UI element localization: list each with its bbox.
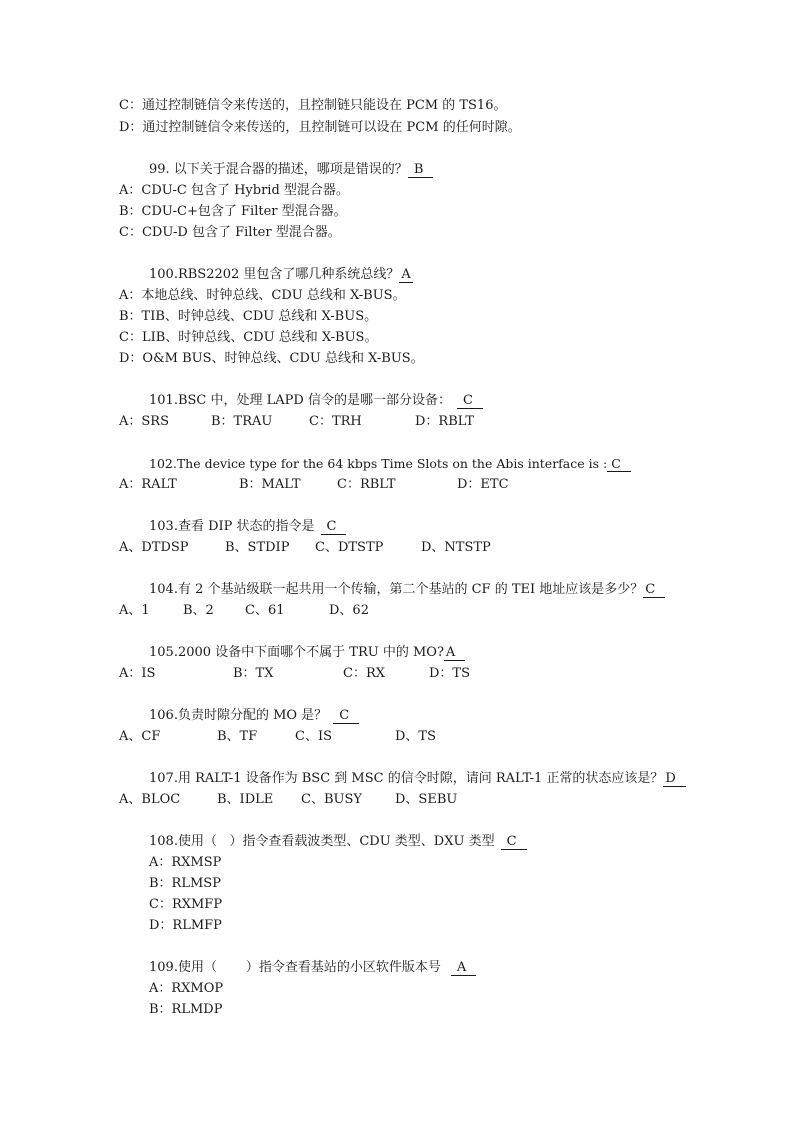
q106-text: 106.负责时隙分配的 MO 是？ [149,708,328,723]
q106-answer: C [333,709,359,724]
q105-question [149,645,465,661]
q105-options [119,666,719,682]
q99-option-c: C：CDU-D 包含了 Filter 型混合器。 [119,225,341,240]
q99-option-a: A：CDU-C 包含了 Hybrid 型混合器。 [119,183,349,198]
q103-options [119,540,719,556]
q105-text: 105.2000 设备中下面哪个不属于 TRU 中的 MO? [149,645,444,660]
q100-text: 100.RBS2202 里包含了哪几种系统总线？ [149,267,400,282]
q99-question [149,162,433,178]
q101-option-b: B：TRAU [211,414,273,429]
q100-option-b: B：TIB、时钟总线、CDU 总线和 X-BUS。 [119,309,378,324]
q103-option-d: D、NTSTP [421,540,491,555]
q101-option-a: A：SRS [119,414,169,429]
q104-answer: C [643,583,665,598]
q101-question [149,393,483,409]
q108-answer: C [501,835,527,850]
q106-question [149,708,359,724]
q105-answer: A [444,646,465,661]
q107-option-a: A、BLOC [119,792,181,807]
q107-options [119,792,719,808]
q99-option-b: B：CDU-C+包含了 Filter 型混合器。 [119,204,347,219]
q103-option-a: A、DTDSP [119,540,189,555]
q104-option-a: A、1 [119,603,150,618]
q108-text: 108.使用（ ）指令查看载波类型、CDU 类型、DXU 类型 [149,834,495,849]
q105-option-c: C：RX [343,666,385,681]
q109-option-a: A：RXMOP [149,981,224,996]
q104-options [119,603,719,619]
q107-option-b: B、IDLE [217,792,274,807]
q102-option-a: A：RALT [119,477,177,492]
q100-answer: A [401,267,411,282]
q106-option-a: A、CF [119,729,161,744]
q103-question [149,519,346,535]
q107-option-c: C、BUSY [301,792,362,807]
q102-text: 102.The device type for the 64 kbps Time Slots on the Abis interface is : [149,456,608,471]
q98-option-d: D：通过控制链信令来传送的，且控制链可以设在 PCM 的任何时隙。 [119,120,521,135]
q102-option-d: D：ETC [457,477,509,492]
q108-option-b: B：RLMSP [149,876,221,891]
q101-option-c: C：TRH [309,414,362,429]
q106-options [119,729,719,745]
q105-option-b: B：TX [233,666,274,681]
q105-option-d: D：TS [429,666,470,681]
q103-option-b: B、STDIP [225,540,290,555]
q104-option-c: C、61 [245,603,285,618]
q102-answer: C [607,457,631,472]
q106-option-d: D、TS [395,729,436,744]
q106-option-c: C、IS [295,729,332,744]
q101-text: 101.BSC 中，处理 LAPD 信令的是哪一部分设备： [149,393,451,408]
q109-question [149,960,476,976]
q99-text: 99. 以下关于混合器的描述，哪项是错误的？ [149,162,408,177]
q100-option-c: C：LIB、时钟总线、CDU 总线和 X-BUS。 [119,330,378,345]
q109-answer: A [451,961,476,976]
q99-answer: B [408,163,434,178]
q105-option-a: A：IS [119,666,156,681]
q100-question [149,267,413,283]
q104-option-d: D、62 [329,603,369,618]
q100-option-d: D：O&M BUS、时钟总线、CDU 总线和 X-BUS。 [119,351,424,366]
q109-text: 109.使用（ ）指令查看基站的小区软件版本号 [149,960,441,975]
q107-answer: D [663,772,685,787]
q103-answer: C [321,520,347,535]
q100-option-a: A：本地总线、时钟总线、CDU 总线和 X-BUS。 [119,288,406,303]
q103-text: 103.查看 DIP 状态的指令是 [149,519,315,534]
q103-option-c: C、DTSTP [315,540,384,555]
q109-option-b: B：RLMDP [149,1002,223,1017]
q104-question [149,582,665,598]
q102-option-c: C：RBLT [337,477,396,492]
q104-option-b: B、2 [183,603,214,618]
q106-option-b: B、TF [217,729,258,744]
q104-text: 104.有 2 个基站级联一起共用一个传输，第二个基站的 CF 的 TEI 地址应该是多少？ [149,582,644,597]
q107-option-d: D、SEBU [395,792,458,807]
q101-answer: C [457,394,483,409]
q102-options [119,477,719,493]
q108-option-c: C：RXMFP [149,897,223,912]
q108-option-d: D：RLMFP [149,918,222,933]
q107-question [149,771,686,787]
q101-options [119,414,719,430]
q107-text: 107.用 RALT-1 设备作为 BSC 到 MSC 的信令时隙，请问 RALT-1 正常的状态应该是？ [149,771,664,786]
q108-option-a: A：RXMSP [149,855,222,870]
q102-option-b: B：MALT [239,477,301,492]
q108-question [149,834,527,850]
q102-question [149,456,631,472]
q101-option-d: D：RBLT [415,414,475,429]
q98-option-c: C：通过控制链信令来传送的，且控制链只能设在 PCM 的 TS16。 [119,98,507,113]
